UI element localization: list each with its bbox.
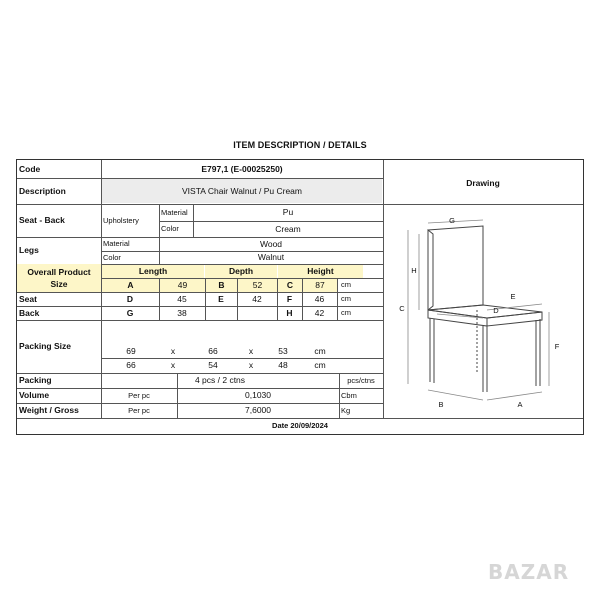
- chair-drawing: [17, 160, 583, 418]
- box2-b: 54: [208, 360, 218, 371]
- legs-material-label: Material: [103, 239, 130, 249]
- overall-unit: cm: [341, 280, 351, 290]
- box1-x2: x: [248, 345, 254, 356]
- overall-height-value: 87: [303, 279, 337, 292]
- dim-letter-g: G: [449, 216, 455, 226]
- code-label: Code: [19, 163, 41, 174]
- legs-label: Legs: [19, 245, 39, 256]
- back-length-value: 38: [177, 307, 187, 318]
- dim-letter-b: B: [438, 400, 444, 410]
- date-label: Date 20/09/2024: [272, 421, 328, 431]
- watermark-logo: BAZAR: [488, 560, 570, 584]
- weight-label: Weight / Gross: [19, 405, 79, 416]
- box1-unit: cm: [314, 345, 326, 356]
- drawing-label: Drawing: [466, 177, 500, 188]
- dim-letter-h: H: [411, 266, 417, 276]
- description-label: Description: [19, 185, 66, 196]
- weight-per: Per pc: [128, 405, 150, 415]
- box2-unit: cm: [314, 360, 326, 371]
- length-header: Length: [102, 265, 204, 278]
- dim-letter-e: E: [510, 292, 516, 302]
- box2-x1: x: [170, 360, 176, 371]
- item-details-sheet: [16, 159, 584, 435]
- back-height-value: 42: [314, 307, 325, 318]
- upholstery-label: Upholstery: [103, 215, 139, 225]
- volume-label: Volume: [19, 390, 50, 401]
- back-length-key: G: [126, 307, 134, 318]
- dim-letter-f: F: [554, 342, 560, 352]
- overall-size-label-2: Size: [50, 278, 68, 289]
- back-height-key: H: [286, 307, 293, 318]
- depth-header: Depth: [205, 265, 277, 278]
- weight-value: 7,6000: [245, 405, 271, 416]
- box2-a: 66: [126, 360, 136, 371]
- overall-length-value: 49: [160, 279, 205, 292]
- upholstery-material-label: Material: [161, 207, 188, 217]
- upholstery-color-value: Cream: [275, 223, 301, 234]
- box2-c: 48: [278, 360, 288, 371]
- weight-unit: Kg: [341, 405, 351, 415]
- volume-value: 0,1030: [245, 390, 271, 401]
- back-unit: cm: [341, 308, 351, 318]
- seat-depth-key: E: [218, 293, 224, 304]
- seat-depth-value: 42: [252, 293, 262, 304]
- page-title: ITEM DESCRIPTION / DETAILS: [233, 140, 367, 150]
- seat-height-key: F: [286, 293, 293, 304]
- seat-dim-label: Seat: [19, 293, 37, 304]
- back-dim-label: Back: [19, 307, 40, 318]
- code-value: E797,1 (E-00025250): [201, 163, 283, 174]
- height-header: Height: [278, 265, 363, 278]
- box2-x2: x: [248, 360, 254, 371]
- overall-length-key: A: [102, 279, 159, 292]
- overall-size-label-1: Overall Product: [27, 267, 91, 277]
- box1-c: 53: [278, 345, 288, 356]
- box1-x1: x: [170, 345, 176, 356]
- box1-b: 66: [208, 345, 218, 356]
- dim-letter-a: A: [517, 400, 523, 410]
- upholstery-material-value: Pu: [282, 207, 294, 218]
- packing-size-label: Packing Size: [19, 341, 71, 352]
- seat-back-label: Seat - Back: [19, 215, 65, 226]
- seat-height-value: 46: [314, 293, 325, 304]
- seat-length-key: D: [126, 293, 134, 304]
- dim-letter-d: D: [493, 306, 499, 316]
- legs-material-value: Wood: [259, 238, 283, 249]
- packing-label: Packing: [19, 375, 52, 386]
- volume-per: Per pc: [128, 390, 150, 400]
- overall-height-key: C: [278, 279, 302, 292]
- dim-letter-c: C: [399, 304, 405, 314]
- packing-unit: pcs/ctns: [347, 375, 375, 385]
- legs-color-value: Walnut: [257, 252, 285, 263]
- packing-value: 4 pcs / 2 ctns: [194, 375, 246, 386]
- overall-depth-key: B: [206, 279, 237, 292]
- volume-unit: Cbm: [341, 390, 357, 400]
- legs-color-label: Color: [103, 252, 121, 262]
- upholstery-color-label: Color: [161, 224, 179, 234]
- overall-depth-value: 52: [238, 279, 277, 292]
- description-value: VISTA Chair Walnut / Pu Cream: [102, 179, 382, 203]
- box1-a: 69: [126, 345, 136, 356]
- seat-length-value: 45: [177, 293, 187, 304]
- seat-unit: cm: [341, 294, 351, 304]
